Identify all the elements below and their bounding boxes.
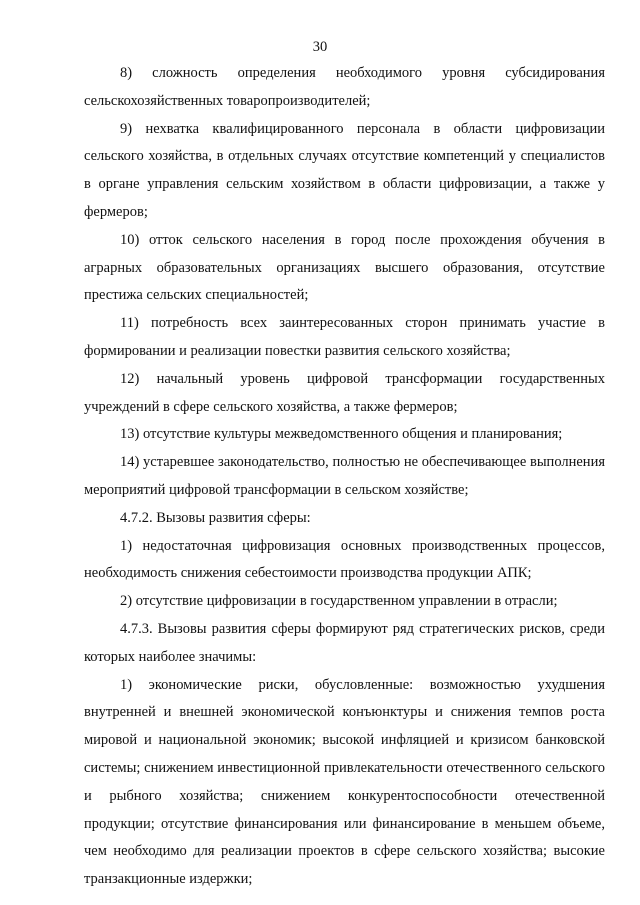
- list-item-12-paragraph: 12) начальный уровень цифровой трансформации государственных учреждений в сфере сельского хозяйства, а также фермеров;: [84, 370, 605, 415]
- list-item-10-paragraph: 10) отток сельского населения в город после прохождения обучения в аграрных образовательных организациях высшего образования, отсутствие престижа сельских специальностей;: [84, 231, 605, 304]
- challenge-2-paragraph: 2) отсутствие цифровизации в государственном управлении в отрасли;: [120, 593, 558, 610]
- page-number: 30: [312, 39, 328, 55]
- list-item-13-paragraph: 13) отсутствие культуры межведомственного общения и планирования;: [120, 426, 563, 443]
- document-body: [84, 60, 605, 894]
- section-4-7-3-paragraph: 4.7.3. Вызовы развития сферы формируют ряд стратегических рисков, среди которых наиболее значимы:: [84, 620, 605, 665]
- list-item-14-paragraph: 14) устаревшее законодательство, полностью не обеспечивающее выполнения мероприятий цифровой трансформации в сельском хозяйстве;: [84, 454, 605, 498]
- list-item-11-paragraph: 11) потребность всех заинтересованных сторон принимать участие в формировании и реализации повестки развития сельского хозяйства;: [84, 315, 605, 359]
- economic-risks-paragraph: 1) экономические риски, обусловленные: возможностью ухудшения внутренней и внешней экономической конъюнктуры и снижения темпов роста мировой и национальной экономик; высокой инфляцией и кризисом банковской системы; снижением инвестиционной привлекательности отечественного сельского и рыбного хозяйства; снижением конкурентоспособности отечественной продукции; отсутствие финансирования или финансирование в меньшем объеме, чем необходимо для реализации проектов в сфере сельского хозяйства; высокие транзакционные издержки;: [84, 676, 605, 888]
- list-item-9-paragraph: 9) нехватка квалифицированного персонала в области цифровизации сельского хозяйства, в отдельных случаях отсутствие компетенций у специалистов в органе управления сельским хозяйством в области цифровизации, а также у фермеров;: [84, 120, 605, 220]
- section-4-7-2-heading: 4.7.2. Вызовы развития сферы:: [120, 509, 311, 526]
- challenge-1-paragraph: 1) недостаточная цифровизация основных производственных процессов, необходимость снижения себестоимости производства продукции АПК;: [84, 537, 605, 582]
- list-item-8-paragraph: 8) сложность определения необходимого уровня субсидирования сельскохозяйственных товаропроизводителей;: [84, 65, 605, 109]
